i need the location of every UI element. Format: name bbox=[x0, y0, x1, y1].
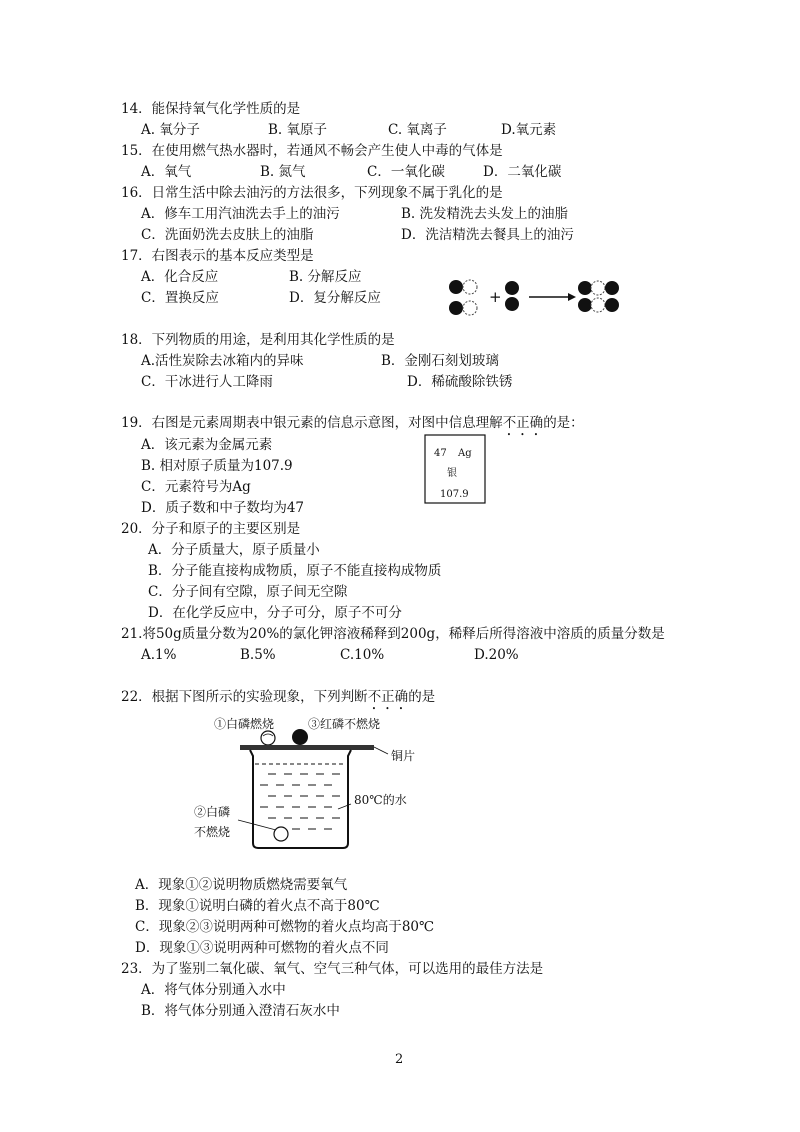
q17-stem: 17．右图表示的基本反应类型是 bbox=[121, 248, 314, 264]
q21-option-c: C.10% bbox=[340, 647, 385, 663]
q21-stem: 21.将50g质量分数为20%的氯化钾溶液稀释到200g，稀释后所得溶液中溶质的质量分数是 bbox=[121, 626, 665, 642]
q23-stem: 23．为了鉴别二氧化碳、氧气、空气三种气体，可以选用的最佳方法是 bbox=[121, 961, 544, 977]
label-no-burn: 不燃烧 bbox=[194, 825, 231, 839]
q16-option-c: C．洗面奶洗去皮肤上的油脂 bbox=[141, 227, 314, 243]
q19-option-b: B. 相对原子质量为107.9 bbox=[141, 458, 293, 474]
q17-option-d: D．复分解反应 bbox=[289, 290, 381, 306]
label-white-phosphorus-burns: ①白磷燃烧 bbox=[214, 717, 275, 731]
q23-option-a: A．将气体分别通入水中 bbox=[141, 982, 286, 998]
atomic-number: 47 bbox=[434, 448, 447, 459]
q19-stem: 19．右图是元素周期表中银元素的信息示意图，对图中信息理解不正确的是： bbox=[121, 415, 584, 431]
q14-stem: 14．能保持氧气化学性质的是 bbox=[121, 101, 301, 117]
q14-option-b: B. 氧原子 bbox=[268, 122, 328, 138]
q22-emphasis: 不正确 bbox=[367, 689, 409, 705]
reactant-pair-1 bbox=[449, 280, 477, 315]
q21-option-b: B.5% bbox=[240, 647, 276, 663]
q15-stem: 15．在使用燃气热水器时，若通风不畅会产生使人中毒的气体是 bbox=[121, 143, 503, 159]
q21-option-d: D.20% bbox=[474, 647, 519, 663]
q16-option-a: A．修车工用汽油洗去手上的油污 bbox=[141, 206, 340, 222]
q15-option-d: D．二氧化碳 bbox=[483, 164, 562, 180]
element-name: 银 bbox=[447, 468, 457, 479]
q15-option-c: C．一氧化碳 bbox=[367, 164, 445, 180]
water-lines bbox=[260, 774, 340, 829]
q20-option-b: B．分子能直接构成物质，原子不能直接构成物质 bbox=[148, 563, 442, 579]
red-phosphorus-ball bbox=[292, 729, 308, 745]
reaction-diagram bbox=[445, 276, 625, 318]
reactant-element bbox=[505, 281, 519, 311]
q14-option-c: C. 氧离子 bbox=[388, 122, 447, 138]
q22-option-a: A．现象①②说明物质燃烧需要氧气 bbox=[135, 877, 348, 893]
copper-sheet bbox=[240, 745, 374, 750]
reaction-arrow bbox=[529, 293, 576, 301]
q22-option-d: D．现象①③说明两种可燃物的着火点不同 bbox=[135, 940, 389, 956]
q18-option-a: A.活性炭除去冰箱内的异味 bbox=[141, 353, 304, 369]
q16-stem: 16．日常生活中除去油污的方法很多，下列现象不属于乳化的是 bbox=[121, 185, 503, 201]
label-red-phosphorus-no-burn: ③红磷不燃烧 bbox=[308, 717, 381, 731]
q19-option-a: A．该元素为金属元素 bbox=[141, 437, 273, 453]
q19-option-c: C．元素符号为Ag bbox=[141, 479, 251, 495]
product-pair bbox=[578, 281, 619, 312]
q18-option-b: B．金刚石刻划玻璃 bbox=[381, 353, 499, 369]
beaker bbox=[250, 750, 351, 848]
q18-stem: 18．下列物质的用途，是利用其化学性质的是 bbox=[121, 332, 395, 348]
q18-option-d: D．稀硫酸除铁锈 bbox=[407, 374, 513, 390]
q22-option-b: B．现象①说明白磷的着火点不高于80℃ bbox=[135, 898, 380, 914]
q20-stem: 20．分子和原子的主要区别是 bbox=[121, 521, 301, 537]
q19-emphasis: 不正确 bbox=[502, 415, 544, 431]
q17-option-a: A．化合反应 bbox=[141, 269, 219, 285]
q15-option-b: B. 氮气 bbox=[260, 164, 306, 180]
white-phosphorus-ball bbox=[261, 731, 275, 745]
atomic-mass: 107.9 bbox=[440, 489, 469, 500]
q23-option-b: B．将气体分别通入澄清石灰水中 bbox=[141, 1003, 340, 1019]
q14-option-d: D.氧元素 bbox=[501, 122, 557, 138]
q17-option-b: B. 分解反应 bbox=[289, 269, 362, 285]
q19-option-d: D．质子数和中子数均为47 bbox=[141, 500, 305, 516]
q16-option-b: B. 洗发精洗去头发上的油脂 bbox=[401, 206, 569, 222]
q17-option-c: C．置换反应 bbox=[141, 290, 219, 306]
q22-option-c: C．现象②③说明两种可燃物的着火点均高于80℃ bbox=[135, 919, 435, 935]
page-number: 2 bbox=[395, 1052, 404, 1067]
q15-option-a: A．氧气 bbox=[141, 164, 192, 180]
q22-stem: 22．根据下图所示的实验现象，下列判断不正确的是 bbox=[121, 689, 436, 705]
q18-option-c: C．干冰进行人工降雨 bbox=[141, 374, 273, 390]
combustion-experiment-diagram bbox=[188, 712, 440, 862]
plus-sign: + bbox=[489, 288, 502, 306]
q16-option-d: D．洗洁精洗去餐具上的油污 bbox=[401, 227, 574, 243]
label-white-phosphorus-submerged: ②白磷 bbox=[194, 805, 231, 819]
submerged-white-phosphorus bbox=[274, 827, 288, 841]
q21-option-a: A.1% bbox=[141, 647, 177, 663]
q14-option-a: A. 氧分子 bbox=[141, 122, 200, 138]
label-copper-sheet: 铜片 bbox=[391, 749, 416, 763]
element-symbol: Ag bbox=[458, 448, 472, 459]
label-water: 80℃的水 bbox=[354, 793, 407, 807]
silver-element-cell bbox=[424, 434, 486, 504]
q20-option-a: A．分子质量大，原子质量小 bbox=[148, 542, 320, 558]
q20-option-d: D．在化学反应中，分子可分，原子不可分 bbox=[148, 605, 402, 621]
q20-option-c: C．分子间有空隙，原子间无空隙 bbox=[148, 584, 348, 600]
